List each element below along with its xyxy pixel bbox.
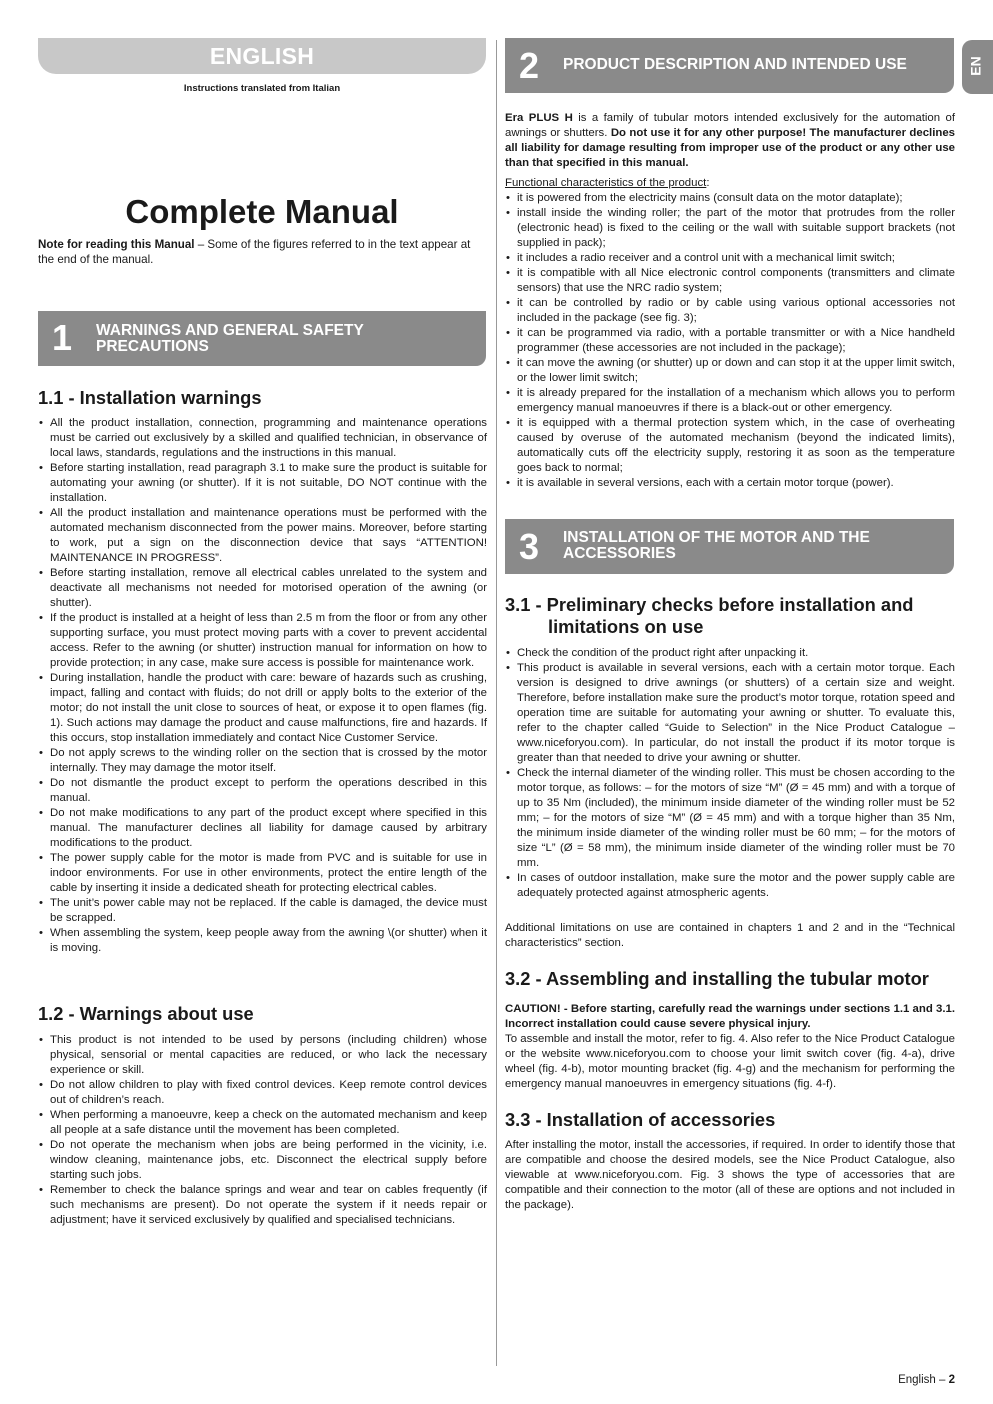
- heading-3-3: 3.3 - Installation of accessories: [505, 1109, 776, 1130]
- section-3-title: INSTALLATION OF THE MOTOR AND THE ACCESSORIES: [563, 529, 870, 562]
- list-item: • it is already prepared for the installation of a mechanism which allows you to perform emergency manual manoeuvres if there is a black-out or other emergency.: [505, 386, 955, 416]
- section-1-title: WARNINGS AND GENERAL SAFETY PRECAUTIONS: [96, 322, 364, 355]
- translated-note: Instructions translated from Italian: [183, 83, 341, 94]
- list-item: • In cases of outdoor installation, make sure the motor and the power supply cable are adequately protected against atmospheric agents.: [505, 871, 955, 901]
- list-item: • Do not dismantle the product except to perform the operations described in this manual.: [38, 776, 487, 806]
- footer-label: English –: [898, 1374, 949, 1386]
- functional-characteristics-list: [505, 191, 955, 491]
- column-divider: [496, 40, 497, 1366]
- list-item: • Check the internal diameter of the winding roller. This must be chosen according to the motor torque, as follows: – for the motors of size “M” (Ø = 45 mm) and with a torque of up to 35 Nm (included), the minimum inside diameter of the winding roller must be 52 mm; – for the motors of size “M” (Ø = 45 mm) and with a torque higher than 35 Nm, the minimum inside diameter of the winding roller must be 60 mm; – for the motors of size “L” (Ø = 58 mm), the minimum inside diameter of the winding roller must be 70 mm.: [505, 766, 955, 871]
- section-3-header: [505, 519, 954, 574]
- functional-label-colon: :: [706, 177, 710, 189]
- list-item: • Before starting installation, remove all electrical cables unrelated to the system and deactivate all mechanisms not needed for motorised operation of the awning (or shutter).: [38, 566, 487, 611]
- list-item: • The power supply cable for the motor is made from PVC and is suitable for use in indoor environments. For use in other environments, protect the entire length of the cable by inserting it inside a dedicated sheath for protecting electrical cables.: [38, 851, 487, 896]
- list-item: • Check the condition of the product right after unpacking it.: [505, 646, 955, 661]
- caution-text: CAUTION! - Before starting, carefully read the warnings under sections 1.1 and 3.1. Incorrect installation could cause severe physical injury.: [505, 1003, 955, 1030]
- section-2-header: [505, 38, 954, 93]
- functional-label-text: Functional characteristics of the product: [505, 177, 707, 189]
- product-intro: [505, 111, 955, 171]
- section-3-number: 3: [519, 526, 540, 567]
- product-intro-warning: Do not use it for any other purpose! The manufacturer declines all liability for damage resulting from improper use of the product or any other use than that specified in this manual.: [505, 127, 955, 169]
- list-item: • it is equipped with a thermal protection system which, in the case of overheating caused by overuse of the automated mechanism (beyond the indicated limits), automatically cuts off the electricity supply, restoring it as soon as the temperature goes back to normal;: [505, 416, 955, 476]
- installation-warnings-list: [38, 416, 487, 956]
- accessories-text: After installing the motor, install the accessories, if required. In order to identify those that are compatible and choose the desired models, see the Nice Product Catalogue, also viewable at www.niceforyou.com. Fig. 3 shows the type of accessories that are compatible and their connection to the motor (all of these are options and not included in the package).: [505, 1139, 955, 1211]
- heading-3-1: [505, 594, 945, 638]
- list-item: • it is available in several versions, each with a certain motor torque (power).: [505, 476, 955, 491]
- section-1-number: 1: [52, 317, 73, 358]
- list-item: • All the product installation and maintenance operations must be performed with the automated mechanism disconnected from the power mains. Moreover, before starting to work, put a sign on the disconnection device that says “ATTENTION! MAINTENANCE IN PROGRESS”.: [38, 506, 487, 566]
- reading-note-text: – Some of the figures referred to in the text appear at the end of the manual.: [38, 238, 471, 266]
- additional-limitations: Additional limitations on use are contained in chapters 1 and 2 and in the “Technical characteristics” section.: [505, 922, 955, 949]
- heading-1-2: 1.2 - Warnings about use: [38, 1003, 254, 1024]
- list-item: • it includes a radio receiver and a control unit with a mechanical limit switch;: [505, 251, 955, 266]
- heading-1-1: 1.1 - Installation warnings: [38, 387, 262, 408]
- list-item: • it can be controlled by radio or by cable using various optional accessories not included in the package (see fig. 3);: [505, 296, 955, 326]
- list-item: • it is powered from the electricity mains (consult data on the motor dataplate);: [505, 191, 955, 206]
- list-item: • If the product is installed at a height of less than 2.5 m from the floor or from any other supporting surface, you must protect moving parts with a cover to prevent accidental access. Refer to the awning (or shutter) instruction manual for information on how to provide protection; in any case, make sure access is possible for maintenance work.: [38, 611, 487, 671]
- language-label: ENGLISH: [209, 43, 315, 69]
- list-item: • All the product installation, connection, programming and maintenance operations must be carried out exclusively by a skilled and qualified technician, in observance of local laws, standards, regulations and the instructions in this manual.: [38, 416, 487, 461]
- list-item: • Remember to check the balance springs and wear and tear on cables frequently (if such mechanisms are present). Do not operate the system if it needs repair or adjustment; have it serviced exclusively by qualified and specialised technicians.: [38, 1183, 487, 1228]
- list-item: • When assembling the system, keep people away from the awning \(or shutter) when it is moving.: [38, 926, 487, 956]
- heading-3-1-text: 3.1 - Preliminary checks before installation and limitations on use: [505, 594, 914, 637]
- list-item: • it is compatible with all Nice electronic control components (transmitters and climate sensors) that use the NRC radio system;: [505, 266, 955, 296]
- page-number: 2: [948, 1374, 955, 1386]
- heading-3-2: 3.2 - Assembling and installing the tubular motor: [505, 968, 929, 989]
- language-tab: [962, 40, 993, 94]
- list-item: • This product is not intended to be used by persons (including children) whose physical, sensorial or mental capacities are reduced, or who lack the necessary experience or skill.: [38, 1033, 487, 1078]
- reading-note-bold: Note for reading this Manual: [38, 238, 195, 251]
- list-item: • During installation, handle the product with care: beware of hazards such as crushing, impact, falling and contact with fluids; do not drill or apply bolts to the exterior of the motor; do not install the unit close to sources of heat, or expose it to open flames (fig. 1). Such actions may damage the product and cause malfunctions, fire and hazards. If this occurs, stop installation immediately and contact Nice Customer Service.: [38, 671, 487, 746]
- section-2-number: 2: [519, 45, 540, 86]
- preliminary-checks-list: [505, 646, 955, 901]
- page-title: Complete Manual: [125, 193, 399, 230]
- use-warnings-list: [38, 1033, 487, 1228]
- list-item: • Before starting installation, read paragraph 3.1 to make sure the product is suitable for automating your awning (or shutter). If it is not suitable, DO NOT continue with the installation.: [38, 461, 487, 506]
- product-name: Era PLUS H: [505, 112, 573, 124]
- list-item: • Do not make modifications to any part of the product except where specified in this manual. The manufacturer declines all liability for damage caused by arbitrary modifications to the product.: [38, 806, 487, 851]
- reading-note: [38, 237, 488, 267]
- section-2-title: PRODUCT DESCRIPTION AND INTENDED USE: [563, 56, 907, 73]
- list-item: • it can be programmed via radio, with a portable transmitter or with a Nice handheld programmer (these accessories are not included in the package);: [505, 326, 955, 356]
- language-banner: [38, 38, 486, 74]
- list-item: • This product is available in several versions, each with a certain motor torque. Each version is designed to drive awnings (or shutters) of a certain size and weight. Therefore, before installation make sure the product’s motor torque, rotation speed and operation time are suitable for automating your awning or shutter. To evaluate this, refer to the chapter called “Guide to Selection” in the Nice Product Catalogue – www.niceforyou.com). In particular, do not install the product if its motor torque is greater than that needed to drive your awning or shutter.: [505, 661, 955, 766]
- list-item: • The unit’s power cable may not be replaced. If the cable is damaged, the device must be scrapped.: [38, 896, 487, 926]
- section-1-header: [38, 311, 486, 366]
- list-item: • it can move the awning (or shutter) up or down and can stop it at the upper limit switch, or the lower limit switch;: [505, 356, 955, 386]
- list-item: • Do not allow children to play with fixed control devices. Keep remote control devices out of children’s reach.: [38, 1078, 487, 1108]
- list-item: • install inside the winding roller; the part of the motor that protrudes from the roller (electronic head) is fixed to the ceiling or the wall with suitable support brackets (not supplied in pack);: [505, 206, 955, 251]
- list-item: • When performing a manoeuvre, keep a check on the automated mechanism and keep all people at a safe distance until the movement has been completed.: [38, 1108, 487, 1138]
- language-tab-label: EN: [967, 56, 984, 76]
- page-footer: [898, 1374, 955, 1386]
- product-intro-text: is a family of tubular motors intended exclusively for the automation of awnings or shutters.: [505, 112, 955, 139]
- list-item: • Do not operate the mechanism when jobs are being performed in the vicinity, i.e. window cleaning, maintenance jobs, etc. Disconnect the electrical supply before starting such jobs.: [38, 1138, 487, 1183]
- assembly-text: To assemble and install the motor, refer to fig. 4. Also refer to the Nice Product Catalogue or the website www.niceforyou.com to choose your limit switch cover (fig. 4-a), drive wheel (fig. 4-b), motor mounting bracket (fig. 4-g) and the mechanism for performing the emergency manual manoeuvres in emergency situations (fig. 4-f).: [505, 1033, 955, 1090]
- list-item: • Do not apply screws to the winding roller on the section that is crossed by the motor internally. They may damage the motor itself.: [38, 746, 487, 776]
- functional-characteristics-label: [505, 176, 955, 191]
